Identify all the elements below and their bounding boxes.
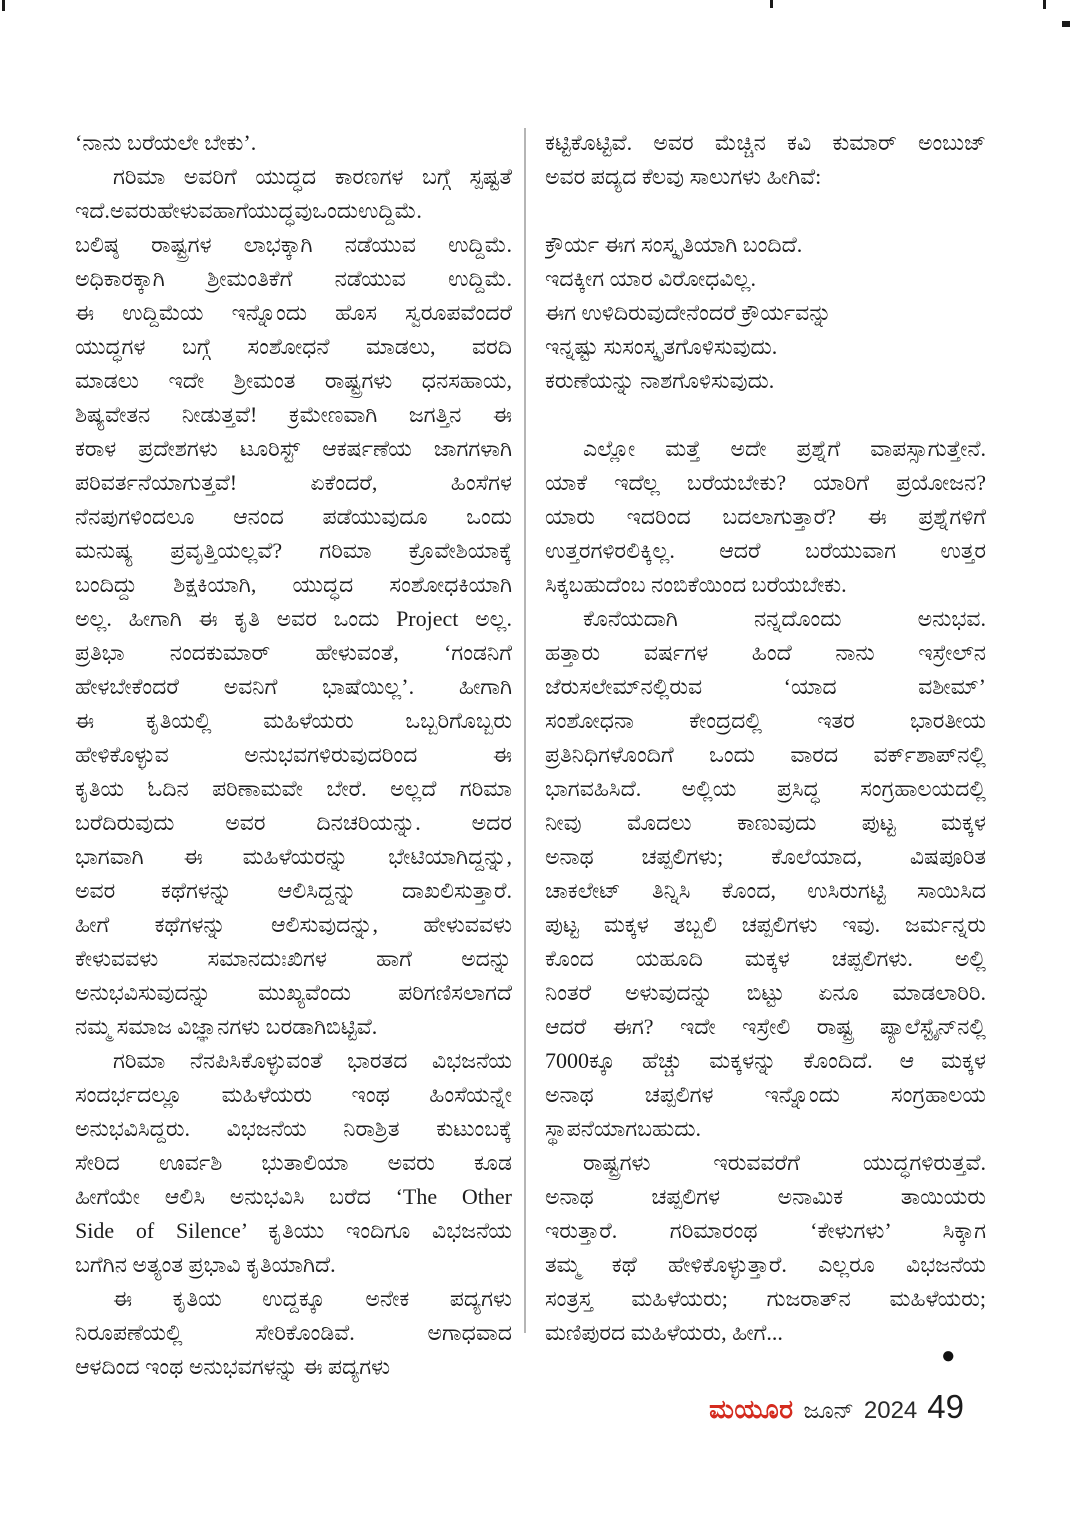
text-line: ಈ ಉದ್ದಿಮೆಯ ಇನ್ನೊಂದು ಹೊಸ ಸ್ವರೂಪವೆಂದರೆ — [75, 300, 512, 325]
left-column — [75, 126, 512, 1416]
text-line: ಯಾರು ಇದರಿಂದ ಬದಲಾಗುತ್ತಾರೆ? ಈ ಪ್ರಶ್ನೆಗಳಿಗೆ — [545, 504, 986, 529]
text-line: ಇದೆ.ಅವರುಹೇಳುವಹಾಗೆಯುದ್ಧವುಒಂದುಉದ್ದಿಮೆ. — [75, 198, 422, 223]
text-line: ಎಲ್ಲೋ ಮತ್ತೆ ಅದೇ ಪ್ರಶ್ನೆಗೆ ವಾಪಸ್ಸಾಗುತ್ತೇನೆ. — [583, 436, 986, 461]
paragraph — [545, 126, 986, 194]
text-line: 7000ಕ್ಕೂ ಹೆಚ್ಚು ಮಕ್ಕಳನ್ನು ಕೊಂದಿದೆ. ಆ ಮಕ್ಕಳ — [545, 1048, 986, 1073]
text-line: ಕೊಂದ ಯಹೂದಿ ಮಕ್ಕಳ ಚಪ್ಪಲಿಗಳು. ಅಲ್ಲಿ — [545, 946, 986, 971]
text-line: ಗರಿಮಾ ನೆನಪಿಸಿಕೊಳ್ಳುವಂತೆ ಭಾರತದ ವಿಭಜನೆಯ — [113, 1048, 512, 1073]
text-line: ಪುಟ್ಟ ಮಕ್ಕಳ ತಬ್ಬಲಿ ಚಪ್ಪಲಿಗಳು ಇವು. ಜರ್ಮನ್ನರು — [545, 912, 986, 937]
text-line: ಈ ಕೃತಿಯ ಉದ್ದಕ್ಕೂ ಅನೇಕ ಪದ್ಯಗಳು — [113, 1286, 512, 1311]
text-line: ಪರಿವರ್ತನೆಯಾಗುತ್ತವೆ! ಏಕೆಂದರೆ, ಹಿಂಸೆಗಳ — [75, 470, 512, 495]
text-line: ಕಟ್ಟಿಕೊಟ್ಟಿವೆ. ಅವರ ಮೆಚ್ಚಿನ ಕವಿ ಕುಮಾರ್ ಅಂಬುಜ್ — [545, 130, 986, 155]
text-line: ಮಾಡಲು ಇದೇ ಶ್ರೀಮಂತ ರಾಷ್ಟ್ರಗಳು ಧನಸಹಾಯ, — [75, 368, 512, 393]
text-line: ಕ್ರೌರ್ಯ ಈಗ ಸಂಸ್ಕೃತಿಯಾಗಿ ಬಂದಿದೆ. — [545, 232, 803, 257]
text-line: ಗರಿಮಾ ಅವರಿಗೆ ಯುದ್ಧದ ಕಾರಣಗಳ ಬಗ್ಗೆ ಸ್ಪಷ್ಟತೆ — [113, 164, 512, 189]
text-line: ಸಂಶೋಧನಾ ಕೇಂದ್ರದಲ್ಲಿ ಇತರ ಭಾರತೀಯ — [545, 708, 986, 733]
text-line: ಮಣಿಪುರದ ಮಹಿಳೆಯರು, ಹೀಗೆ... — [545, 1320, 783, 1345]
magazine-name: ಮಯೂರ — [709, 1394, 794, 1424]
paragraph — [545, 432, 986, 602]
paragraph — [75, 1282, 512, 1384]
text-line: ಅನಾಥ ಚಪ್ಪಲಿಗಳು; ಕೊಲೆಯಾದ, ವಿಷಪೂರಿತ — [545, 844, 986, 869]
issue-year: 2024 — [863, 1397, 918, 1424]
text-line: ರಾಷ್ಟ್ರಗಳು ಇರುವವರೆಗೆ ಯುದ್ಧಗಳಿರುತ್ತವೆ. — [583, 1150, 986, 1175]
text-line: ಭಾಗವಹಿಸಿದೆ. ಅಲ್ಲಿಯ ಪ್ರಸಿದ್ಧ ಸಂಗ್ರಹಾಲಯದಲ್ಲಿ — [545, 776, 986, 801]
page-footer — [709, 1388, 964, 1426]
text-line: ಉತ್ತರಗಳಿರಲಿಕ್ಕಿಲ್ಲ. ಆದರೆ ಬರೆಯುವಾಗ ಉತ್ತರ — [545, 538, 986, 563]
text-line: ಹೀಗೆಯೇ ಆಲಿಸಿ ಅನುಭವಿಸಿ ಬರೆದ ‘The Other — [75, 1184, 512, 1209]
text-line: ಬಲಿಷ್ಠ ರಾಷ್ಟ್ರಗಳ ಲಾಭಕ್ಕಾಗಿ ನಡೆಯುವ ಉದ್ದಿಮೆ. — [75, 232, 512, 257]
text-line: ಅನಾಥ ಚಪ್ಪಲಿಗಳ ಇನ್ನೊಂದು ಸಂಗ್ರಹಾಲಯ — [545, 1082, 986, 1107]
text-line: ಅನಾಥ ಚಪ್ಪಲಿಗಳ ಅನಾಮಿಕ ತಾಯಿಯರು — [545, 1184, 986, 1209]
text-line: ಆದರೆ ಈಗ? ಇದೇ ಇಸ್ರೇಲಿ ರಾಷ್ಟ್ರ ಪ್ಯಾಲೆಸ್ಟೈನ್‌ನಲ್ಲಿ — [545, 1014, 986, 1039]
page-number: 49 — [927, 1388, 964, 1425]
text-line: ಜೆರುಸಲೇಮ್‌ನಲ್ಲಿರುವ ‘ಯಾದ ವಶೀಮ್’ — [545, 674, 986, 699]
text-line: ಸೇರಿದ ಊರ್ವಶಿ ಭುತಾಲಿಯಾ ಅವರು ಕೂಡ — [75, 1150, 512, 1175]
text-line: ನಿಂತರೆ ಅಳುವುದನ್ನು ಬಿಟ್ಟು ಏನೂ ಮಾಡಲಾರಿರಿ. — [545, 980, 986, 1005]
text-line: ಈಗ ಉಳಿದಿರುವುದೇನೆಂದರೆ ಕ್ರೌರ್ಯವನ್ನು — [545, 300, 832, 325]
text-line: ಬರೆದಿರುವುದು ಅವರ ದಿನಚರಿಯನ್ನು. ಅದರ — [75, 810, 512, 835]
text-line: ಸಂದರ್ಭದಲ್ಲೂ ಮಹಿಳೆಯರು ಇಂಥ ಹಿಂಸೆಯನ್ನೇ — [75, 1082, 512, 1107]
text-line: ಇನ್ನಷ್ಟು ಸುಸಂಸ್ಕೃತಗೊಳಿಸುವುದು. — [545, 334, 778, 359]
text-line: ಬಗೆಗಿನ ಅತ್ಯಂತ ಪ್ರಭಾವಿ ಕೃತಿಯಾಗಿದೆ. — [75, 1252, 336, 1277]
text-line: ಹೇಳಬೇಕೆಂದರೆ ಅವನಿಗೆ ಭಾಷೆಯಿಲ್ಲ’. ಹೀಗಾಗಿ — [75, 674, 512, 699]
paragraph — [75, 160, 512, 1044]
text-line: ನೆನಪುಗಳಿಂದಲೂ ಆನಂದ ಪಡೆಯುವುದೂ ಒಂದು — [75, 504, 512, 529]
text-line: ಹೇಳಿಕೊಳ್ಳುವ ಅನುಭವಗಳಿರುವುದರಿಂದ ಈ — [75, 742, 512, 767]
text-line: ಅಲ್ಲ. ಹೀಗಾಗಿ ಈ ಕೃತಿ ಅವರ ಒಂದು Project ಅಲ್ಲ. — [75, 606, 512, 631]
text-line: ಇದಕ್ಕೀಗ ಯಾರ ವಿರೋಧವಿಲ್ಲ. — [545, 266, 756, 291]
paragraph — [75, 1044, 512, 1282]
text-line: ಬಂದಿದ್ದು ಶಿಕ್ಷಕಿಯಾಗಿ, ಯುದ್ಧದ ಸಂಶೋಧಕಿಯಾಗಿ — [75, 572, 512, 597]
text-line: ಮನುಷ್ಯ ಪ್ರವೃತ್ತಿಯಲ್ಲವೆ? ಗರಿಮಾ ಕ್ರೊವೇಶಿಯಾಕ್ಕೆ — [75, 538, 512, 563]
right-column — [545, 126, 986, 1416]
text-line: ನಮ್ಮ ಸಮಾಜ ವಿಜ್ಞಾನಗಳು ಬರಡಾಗಿಬಿಟ್ಟಿವೆ. — [75, 1014, 378, 1039]
text-line: ಶಿಷ್ಯವೇತನ ನೀಡುತ್ತವೆ! ಕ್ರಮೇಣವಾಗಿ ಜಗತ್ತಿನ ಈ — [75, 402, 512, 427]
paragraph — [75, 126, 512, 160]
text-line: ಇರುತ್ತಾರೆ. ಗರಿಮಾರಂಥ ‘ಕೇಳುಗಳು’ ಸಿಕ್ಕಾಗ — [545, 1218, 986, 1243]
text-line: ಕರಾಳ ಪ್ರದೇಶಗಳು ಟೂರಿಸ್ಟ್ ಆಕರ್ಷಣೆಯ ಜಾಗಗಳಾಗಿ — [75, 436, 512, 461]
crop-mark-top-right — [1043, 0, 1046, 9]
text-line: ನೀವು ಮೊದಲು ಕಾಣುವುದು ಪುಟ್ಟ ಮಕ್ಕಳ — [545, 810, 986, 835]
text-line: ಸಿಕ್ಕಬಹುದೆಂಬ ನಂಬಿಕೆಯಿಂದ ಬರೆಯಬೇಕು. — [545, 572, 847, 597]
column-divider — [524, 128, 526, 1333]
issue-month: ಜೂನ್ — [803, 1397, 854, 1423]
text-line: ಯುದ್ಧಗಳ ಬಗ್ಗೆ ಸಂಶೋಧನೆ ಮಾಡಲು, ವರದಿ — [75, 334, 512, 359]
text-line: ಹತ್ತಾರು ವರ್ಷಗಳ ಹಿಂದೆ ನಾನು ಇಸ್ರೇಲ್‌ನ — [545, 640, 986, 665]
text-line: ಚಾಕಲೇಟ್ ತಿನ್ನಿಸಿ ಕೊಂದ, ಉಸಿರುಗಟ್ಟಿ ಸಾಯಿಸಿದ — [545, 878, 986, 903]
text-line: ಕೇಳುವವಳು ಸಮಾನದುಃಖಿಗಳ ಹಾಗೆ ಅದನ್ನು — [75, 946, 512, 971]
text-line: ಅವರ ಪದ್ಯದ ಕೆಲವು ಸಾಲುಗಳು ಹೀಗಿವೆ: — [545, 164, 822, 189]
text-line: ಸ್ಥಾಪನೆಯಾಗಬಹುದು. — [545, 1116, 701, 1141]
text-line: ಭಾಗವಾಗಿ ಈ ಮಹಿಳೆಯರನ್ನು ಭೇಟಿಯಾಗಿದ್ದನ್ನು, — [75, 844, 512, 869]
text-line: ಪ್ರತಿಭಾ ನಂದಕುಮಾರ್ ಹೇಳುವಂತೆ, ‘ಗಂಡನಿಗೆ — [75, 640, 512, 665]
paragraph — [545, 602, 986, 1146]
text-line: ಹೀಗೆ ಕಥೆಗಳನ್ನು ಆಲಿಸುವುದನ್ನು, ಹೇಳುವವಳು — [75, 912, 512, 937]
text-line: ಅನುಭವಿಸುವುದನ್ನು ಮುಖ್ಯವೆಂದು ಪರಿಗಣಿಸಲಾಗದೆ — [75, 980, 512, 1005]
text-line: ನಿರೂಪಣೆಯಲ್ಲಿ ಸೇರಿಕೊಂಡಿವೆ. ಅಗಾಧವಾದ — [75, 1320, 512, 1345]
text-line: ಯಾಕೆ ಇದೆಲ್ಲ ಬರೆಯಬೇಕು? ಯಾರಿಗೆ ಪ್ರಯೋಜನ? — [545, 470, 986, 495]
crop-mark-top-left — [2, 0, 5, 11]
text-line: ಅವರ ಕಥೆಗಳನ್ನು ಆಲಿಸಿದ್ದನ್ನು ದಾಖಲಿಸುತ್ತಾರೆ. — [75, 878, 512, 903]
paragraph — [545, 1146, 986, 1350]
text-line: ತಮ್ಮ ಕಥೆ ಹೇಳಿಕೊಳ್ಳುತ್ತಾರೆ. ಎಲ್ಲರೂ ವಿಭಜನೆಯ — [545, 1252, 986, 1277]
text-line: ಕೊನೆಯದಾಗಿ ನನ್ನದೊಂದು ಅನುಭವ. — [583, 606, 986, 631]
registration-square — [1062, 21, 1070, 27]
text-line: ಅಧಿಕಾರಕ್ಕಾಗಿ ಶ್ರೀಮಂತಿಕೆಗೆ ನಡೆಯುವ ಉದ್ದಿಮೆ. — [75, 266, 512, 291]
text-line: ಕರುಣೆಯನ್ನು ನಾಶಗೊಳಿಸುವುದು. — [545, 368, 775, 393]
text-line: ಆಳದಿಂದ ಇಂಥ ಅನುಭವಗಳನ್ನು ಈ ಪದ್ಯಗಳು — [75, 1354, 391, 1379]
text-line: ಸಂತ್ರಸ್ತ ಮಹಿಳೆಯರು; ಗುಜರಾತ್‌ನ ಮಹಿಳೆಯರು; — [545, 1286, 986, 1311]
text-line: ‘ನಾನು ಬರೆಯಲೇ ಬೇಕು’. — [75, 130, 257, 155]
text-line: ಅನುಭವಿಸಿದ್ದರು. ವಿಭಜನೆಯ ನಿರಾಶ್ರಿತ ಕುಟುಂಬಕ್ಕೆ — [75, 1116, 512, 1141]
poem-block — [545, 228, 986, 398]
text-line: ಕೃತಿಯ ಓದಿನ ಪರಿಣಾಮವೇ ಬೇರೆ. ಅಲ್ಲದೆ ಗರಿಮಾ — [75, 776, 512, 801]
article-end-mark: ● — [941, 1343, 956, 1369]
text-line: ಈ ಕೃತಿಯಲ್ಲಿ ಮಹಿಳೆಯರು ಒಬ್ಬರಿಗೊಬ್ಬರು — [75, 708, 512, 733]
crop-mark-top-middle — [770, 0, 773, 8]
text-line: Side of Silence’ ಕೃತಿಯು ಇಂದಿಗೂ ವಿಭಜನೆಯ — [75, 1218, 512, 1243]
text-line: ಪ್ರತಿನಿಧಿಗಳೊಂದಿಗೆ ಒಂದು ವಾರದ ವರ್ಕ್‌ಶಾಪ್‌ನಲ್ಲಿ — [545, 742, 986, 767]
